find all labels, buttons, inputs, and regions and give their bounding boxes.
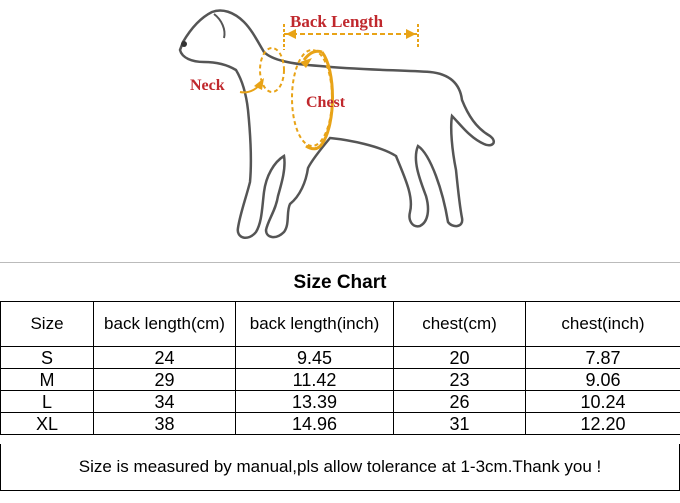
cell-back-length-cm: 24 bbox=[94, 347, 236, 369]
tolerance-note: Size is measured by manual,pls allow tolerance at 1-3cm.Thank you ! bbox=[78, 457, 602, 476]
cell-back-length-inch: 11.42 bbox=[236, 369, 394, 391]
back-length-arrow-right bbox=[406, 29, 416, 39]
cell-back-length-inch: 14.96 bbox=[236, 413, 394, 435]
back-length-label: Back Length bbox=[290, 12, 384, 31]
header-size: Size bbox=[1, 302, 94, 347]
cell-chest-inch: 7.87 bbox=[526, 347, 680, 369]
cell-chest-cm: 23 bbox=[394, 369, 526, 391]
cell-chest-inch: 10.24 bbox=[526, 391, 680, 413]
cell-back-length-inch: 9.45 bbox=[236, 347, 394, 369]
cell-chest-inch: 9.06 bbox=[526, 369, 680, 391]
note-border-bottom bbox=[0, 490, 680, 491]
cell-size: S bbox=[1, 347, 94, 369]
cell-chest-cm: 20 bbox=[394, 347, 526, 369]
cell-back-length-cm: 29 bbox=[94, 369, 236, 391]
size-table bbox=[0, 301, 680, 435]
neck-label: Neck bbox=[190, 77, 225, 94]
table-header-row bbox=[1, 302, 680, 347]
chart-title: Size Chart bbox=[293, 272, 387, 293]
note-border-left bbox=[0, 444, 1, 490]
header-chest-cm: chest(cm) bbox=[394, 302, 526, 347]
header-back-length-inch: back length(inch) bbox=[236, 302, 394, 347]
cell-chest-cm: 26 bbox=[394, 391, 526, 413]
dog-nose bbox=[181, 41, 187, 47]
header-chest-inch: chest(inch) bbox=[526, 302, 680, 347]
chest-arrow-top bbox=[304, 51, 322, 60]
chest-label: Chest bbox=[306, 94, 346, 111]
cell-back-length-cm: 38 bbox=[94, 413, 236, 435]
cell-back-length-cm: 34 bbox=[94, 391, 236, 413]
table-row bbox=[1, 347, 680, 369]
dog-outline bbox=[180, 10, 494, 237]
cell-chest-inch: 12.20 bbox=[526, 413, 680, 435]
cell-chest-cm: 31 bbox=[394, 413, 526, 435]
header-back-length-cm: back length(cm) bbox=[94, 302, 236, 347]
table-row bbox=[1, 391, 680, 413]
cell-size: M bbox=[1, 369, 94, 391]
divider bbox=[0, 262, 680, 263]
cell-size: XL bbox=[1, 413, 94, 435]
cell-back-length-inch: 13.39 bbox=[236, 391, 394, 413]
table-row bbox=[1, 413, 680, 435]
cell-size: L bbox=[1, 391, 94, 413]
table-row bbox=[1, 369, 680, 391]
